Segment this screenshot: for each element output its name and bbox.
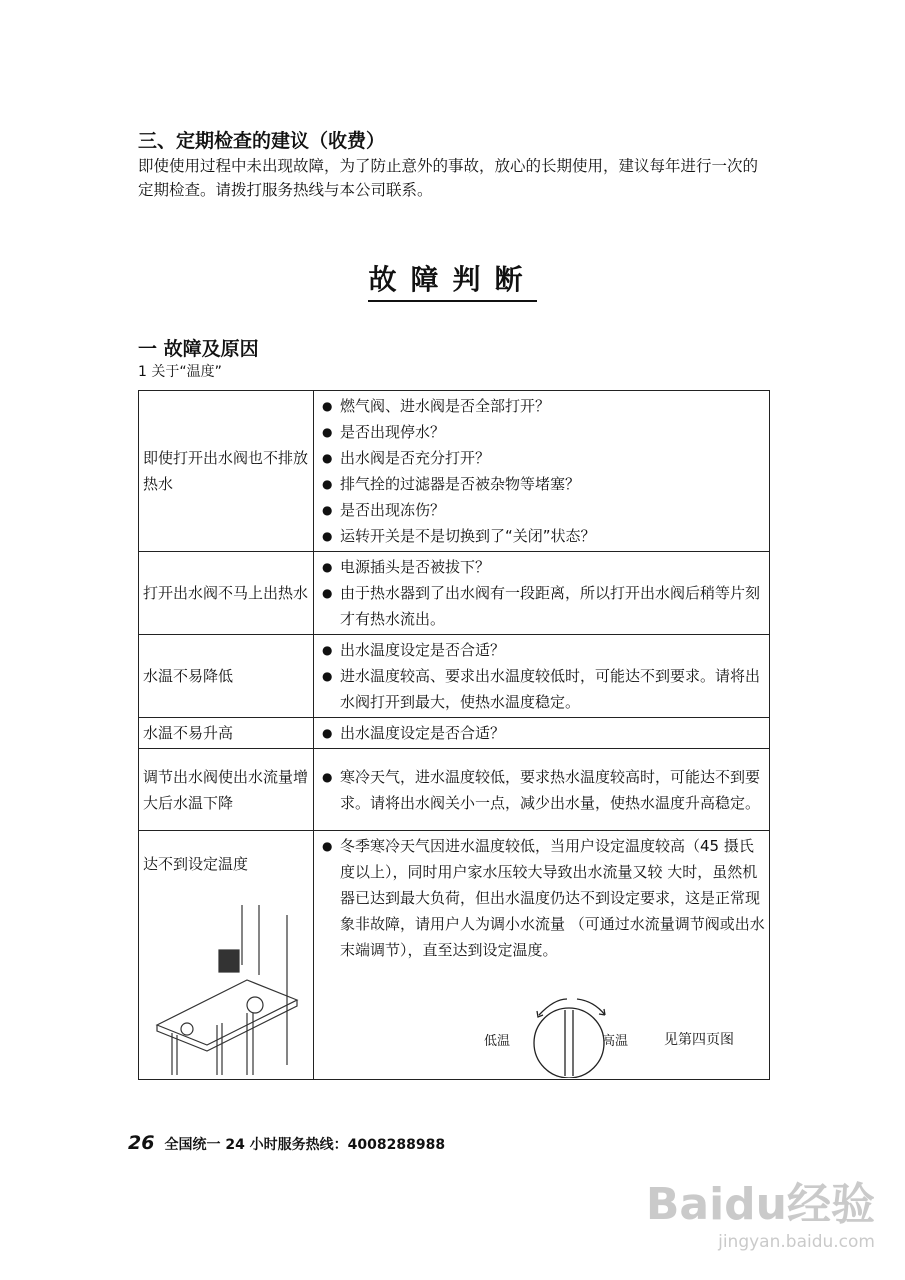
cause-item: ● 燃气阀、进水阀是否全部打开？ — [340, 393, 765, 419]
cause-item: ● 寒冷天气，进水温度较低，要求热水温度较高时，可能达不到要求。请将出水阀关小一点，减少出水量，使热水温度升高稳定。 — [340, 764, 765, 816]
cause-item: ● 电源插头是否被拔下？ — [340, 554, 765, 580]
table-row — [139, 749, 770, 831]
cause-item: ● 出水温度设定是否合适？ — [340, 720, 765, 746]
symptom-cell: 打开出水阀不马上出热水 — [139, 552, 314, 635]
symptom-cell: 水温不易降低 — [139, 635, 314, 718]
section1-heading: 一 故障及原因 — [138, 338, 259, 360]
symptom-cell: 即使打开出水阀也不排放热水 — [139, 391, 314, 552]
dial-note: 见第四页图 — [664, 1032, 734, 1048]
watermark-logo: Baidu经验 — [645, 1179, 875, 1230]
table-row — [139, 718, 770, 749]
watermark-url: jingyan.baidu.com — [718, 1232, 875, 1252]
fault-table — [138, 390, 770, 1080]
baidu-watermark — [646, 1168, 875, 1252]
dial-high-label: 高温 — [602, 1034, 629, 1049]
cause-item: ● 排气拴的过滤器是否被杂物等堵塞？ — [340, 471, 765, 497]
symptom-cell — [139, 831, 314, 1080]
cause-item: ● 出水阀是否充分打开？ — [340, 445, 765, 471]
hotline-text: 全国统一 24 小时服务热线：4008288988 — [164, 1137, 446, 1153]
symptom-cell: 调节出水阀使出水流量增大后水温下降 — [139, 749, 314, 831]
table-row — [139, 391, 770, 552]
footer — [128, 1132, 445, 1154]
page-title — [0, 258, 905, 298]
cause-item: ● 进水温度较高、要求出水温度较低时，可能达不到要求。请将出水阀打开到最大，使热水温度稳定。 — [340, 663, 765, 715]
cause-item: ● 出水温度设定是否合适？ — [340, 637, 765, 663]
cause-item: ● 由于热水器到了出水阀有一段距离，所以打开出水阀后稍等片刻才有热水流出。 — [340, 580, 765, 632]
cause-item: ● 冬季寒冷天气因进水温度较低，当用户设定温度较高（45 摄氏度以上），同时用户家水压较大导致出水流量又较 大时，虽然机器已达到最大负荷，但出水温度仍达不到设定要求，这是正常现象非故障，请用户人为调小水流量 （可通过水流量调节阀或出水末端调节），直至达到设定温度。 — [340, 833, 765, 963]
section3-body: 即使使用过程中未出现故障，为了防止意外的事故，放心的长期使用，建议每年进行一次的定期检查。请拨打服务热线与本公司联系。 — [138, 157, 759, 199]
page-number: 26 — [128, 1132, 155, 1154]
symptom-cell: 水温不易升高 — [139, 718, 314, 749]
cause-item: ● 是否出现停水？ — [340, 419, 765, 445]
table-row — [139, 635, 770, 718]
page-title-text: 故障判断 — [368, 263, 536, 302]
cause-item: ● 是否出现冻伤？ — [340, 497, 765, 523]
cause-item: ● 运转开关是不是切换到了“关闭”状态？ — [340, 523, 765, 549]
table-row — [139, 831, 770, 1080]
cause-cell — [314, 831, 770, 1080]
section3-heading: 三、定期检查的建议（收费） — [138, 130, 386, 152]
heater-illustration — [147, 905, 307, 1075]
symptom-text: 达不到设定温度 — [143, 855, 249, 873]
dial-low-label: 低温 — [484, 1034, 511, 1049]
temperature-dial-figure — [484, 993, 784, 1078]
table-row — [139, 552, 770, 635]
section1-subheading: 1 关于“温度” — [138, 364, 222, 380]
